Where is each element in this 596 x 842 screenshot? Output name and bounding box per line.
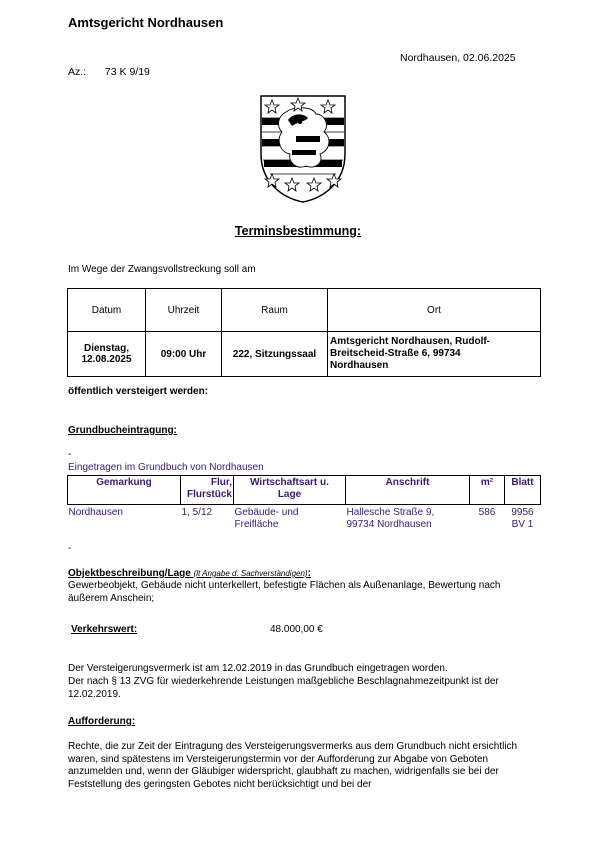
header-datum: Datum [68,289,146,332]
grundbuch-table [67,475,541,532]
dash-separator: - [68,449,72,460]
cell-raum: 222, Sitzungssaal [222,332,328,377]
header-uhrzeit: Uhrzeit [146,289,222,332]
cell-qm: 586 [478,507,496,518]
blatt-line-2: BV 1 [511,519,534,530]
anschrift-line-1: Hallesche Straße 9, [346,507,435,518]
ort-line-2: Breitscheid-Straße 6, 99734 [330,348,461,359]
header-ort: Ort [328,289,541,332]
blatt-line-1: 9956 [511,507,534,518]
verkehrswert-value: 48.000,00 € [270,624,323,635]
header-wirtschaftsart [234,476,346,505]
vermerk-line-1: Der Versteigerungsvermerk ist am 12.02.2019 in das Grundbuch eingetragen worden. [68,663,448,674]
versteigert-text: öffentlich versteigert werden: [68,386,209,397]
cell-blatt [505,505,541,533]
verkehrswert-label: Verkehrswert: [71,624,138,635]
header-qm: m² [470,476,505,505]
aufforderung-heading: Aufforderung: [68,716,136,727]
cell-ort [328,332,541,377]
dash-separator: - [68,543,72,554]
objekt-description: Gewerbeobjekt, Gebäude nicht unterkellert, befestigte Flächen als Außenanlage, Bewertung nach äußerem Anschein; [68,580,501,604]
datum-date: 12.08.2025 [81,354,132,365]
termin-table [67,288,541,377]
cell-gemarkung: Nordhausen [68,507,123,518]
flur-label-1: Flur, [210,477,232,488]
document-title: Terminsbestimmung: [234,224,362,238]
ort-line-3: Nordhausen [330,360,389,371]
header-flur [181,476,234,505]
header-gemarkung: Gemarkung [68,476,181,505]
table-row [68,332,541,377]
flur-label-2: Flurstück [186,489,232,500]
anschrift-line-2: 99734 Nordhausen [346,519,432,530]
aufforderung-text: Rechte, die zur Zeit der Eintragung des Versteigerungsvermerks aus dem Grundbuch nicht ersichtlich waren, sind spätestens im Versteigerungstermin vor der Aufforderung zur Abgabe von Geboten anzumelden und, wenn der Gläubiger widerspricht, glaubhaft zu machen, widrigenfalls sie bei der Feststellung des geringsten Gebotes nicht berücksichtigt und bei der [68,741,518,790]
cell-flur: 1, 5/12 [181,507,213,518]
wirtschaft-label-1: Wirtschaftsart u. [250,477,329,488]
grundbuch-heading: Grundbucheintragung: [68,425,177,436]
file-number [68,66,150,78]
termin-table-header-row [68,289,541,332]
header-raum: Raum [222,289,328,332]
datum-weekday: Dienstag, [83,343,129,354]
objekt-hint: (lt Angabe d. Sachverständigen) [193,569,308,578]
objekt-heading-text: Objektbeschreibung/Lage [68,568,191,579]
court-name: Amtsgericht Nordhausen [68,15,224,30]
objekt-colon: : [307,568,311,579]
cell-uhrzeit: 09:00 Uhr [146,332,222,377]
objekt-heading [68,568,311,579]
grundbuch-source: Eingetragen im Grundbuch von Nordhausen [68,462,264,473]
header-blatt: Blatt [505,476,541,505]
ort-line-1: Amtsgericht Nordhausen, Rudolf- [330,336,491,347]
wirtschaft-line-2: Freifläche [234,519,279,530]
az-label: Az.: [68,66,87,78]
cell-datum [68,332,146,377]
wirtschaft-line-1: Gebäude- und [234,507,299,518]
header-anschrift: Anschrift [346,476,470,505]
cell-wirtschaftsart [234,505,346,533]
intro-text: Im Wege der Zwangsvollstreckung soll am [68,264,256,275]
place-date: Nordhausen, 02.06.2025 [400,52,516,64]
table-row [68,505,541,533]
coat-of-arms-icon [258,92,348,204]
az-value: 73 K 9/19 [104,66,150,78]
wirtschaft-label-2: Lage [277,489,302,500]
cell-anschrift [346,505,470,533]
grundbuch-header-row [68,476,541,505]
vermerk-line-2: Der nach § 13 ZVG für wiederkehrende Leistungen maßgebliche Beschlagnahmezeitpunkt ist der 12.02.2019. [68,676,499,700]
